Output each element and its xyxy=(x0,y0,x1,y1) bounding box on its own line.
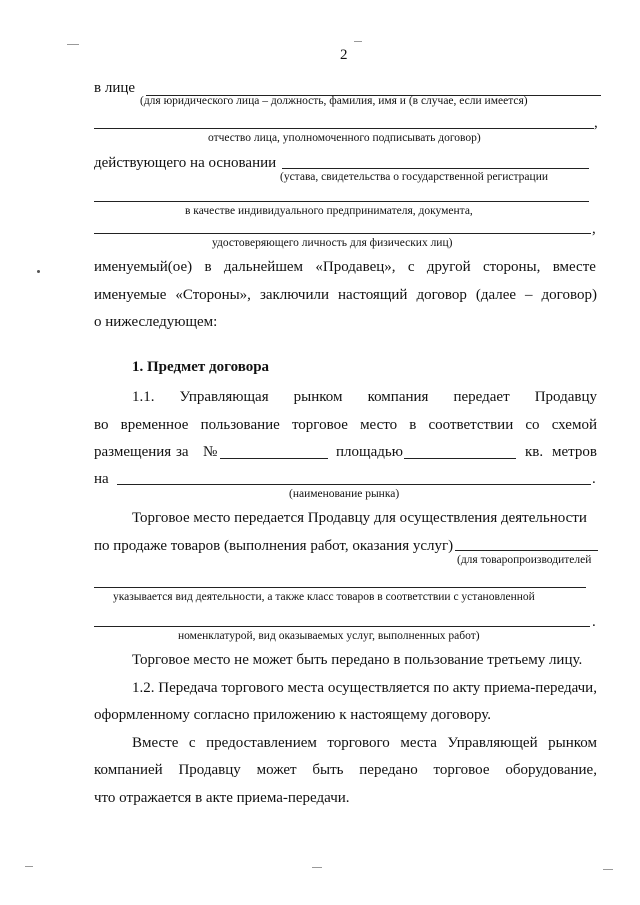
label-v-litse: в лице xyxy=(94,80,136,96)
scan-speck xyxy=(25,866,33,867)
intro-line-1: именуемый(ое) в дальнейшем «Продавец», с другой стороны, вместе xyxy=(94,259,596,275)
intro-line-3: о нижеследующем: xyxy=(94,314,218,330)
hint-nomenclature: номенклатурой, вид оказываемых услуг, выполненных работ) xyxy=(178,630,480,642)
activity-field-line-2[interactable] xyxy=(94,587,586,588)
trade-place-purpose-line-2: по продаже товаров (выполнения работ, оказания услуг) xyxy=(94,538,454,554)
clause-1-2-line-1: 1.2. Передача торгового места осуществляется по акту приема-передачи, xyxy=(132,680,597,696)
scan-speck xyxy=(354,41,362,42)
area-field[interactable] xyxy=(404,458,516,459)
hint-market-name: (наименование рынка) xyxy=(289,488,400,500)
basis-field-line-3[interactable] xyxy=(94,233,591,234)
word-area: площадью xyxy=(336,444,403,460)
hint-producers: (для товаропроизводителей xyxy=(457,554,592,566)
hint-legal-entity: (для юридического лица – должность, фамилия, имя и (в случае, если имеется) xyxy=(140,95,528,107)
hint-goods-class: указывается вид деятельности, а также класс товаров в соответствии с установленной xyxy=(113,591,535,603)
place-number-field[interactable] xyxy=(220,458,328,459)
word-za: за xyxy=(176,444,189,460)
scan-speck xyxy=(312,867,322,868)
intro-line-2: именуемые «Стороны», заключили настоящий договор (далее – договор) xyxy=(94,287,597,303)
activity-field[interactable] xyxy=(455,550,598,551)
scan-speck xyxy=(603,869,613,870)
word-na: на xyxy=(94,471,109,487)
market-name-field[interactable] xyxy=(117,484,591,485)
equipment-line-3: что отражается в акте приема-передачи. xyxy=(94,790,350,806)
basis-field-line[interactable] xyxy=(282,168,589,169)
page-number: 2 xyxy=(340,47,348,63)
word-kv: кв. xyxy=(525,444,544,460)
clause-1-1-line-1: 1.1. Управляющая рынком компания передает Продавцу xyxy=(132,389,597,405)
number-sign: № xyxy=(203,444,218,460)
label-basis: действующего на основании xyxy=(94,155,277,171)
trade-place-purpose-line-1: Торговое место передается Продавцу для осуществления деятельности xyxy=(132,510,587,526)
scan-speck xyxy=(37,270,40,273)
comma: , xyxy=(594,115,598,131)
basis-field-line-2[interactable] xyxy=(94,201,589,202)
scan-speck xyxy=(67,44,79,45)
hint-patronymic: отчество лица, уполномоченного подписывать договор) xyxy=(208,132,481,144)
clause-1-2-line-2: оформленному согласно приложению к настоящему договору. xyxy=(94,707,492,723)
equipment-line-1: Вместе с предоставлением торгового места Управляющей рынком xyxy=(132,735,597,751)
activity-field-line-3[interactable] xyxy=(94,626,590,627)
hint-entrepreneur: в качестве индивидуального предпринимателя, документа, xyxy=(185,205,473,217)
hint-charter: (устава, свидетельства о государственной регистрации xyxy=(280,171,549,183)
word-meters: метров xyxy=(552,444,597,460)
comma: , xyxy=(592,221,596,237)
clause-1-1-line-2: во временное пользование торговое место в соответствии со схемой xyxy=(94,417,597,433)
period: . xyxy=(592,614,596,630)
no-sublease-clause: Торговое место не может быть передано в пользование третьему лицу. xyxy=(132,652,583,668)
hint-identity: удостоверяющего личность для физических лиц) xyxy=(212,237,453,249)
representative-field-line-2[interactable] xyxy=(94,128,594,129)
section-heading: 1. Предмет договора xyxy=(132,359,270,375)
period: . xyxy=(592,471,596,487)
equipment-line-2: компанией Продавцу может быть передано торговое оборудование, xyxy=(94,762,597,778)
word-razmeshcheniya: размещения xyxy=(94,444,172,460)
